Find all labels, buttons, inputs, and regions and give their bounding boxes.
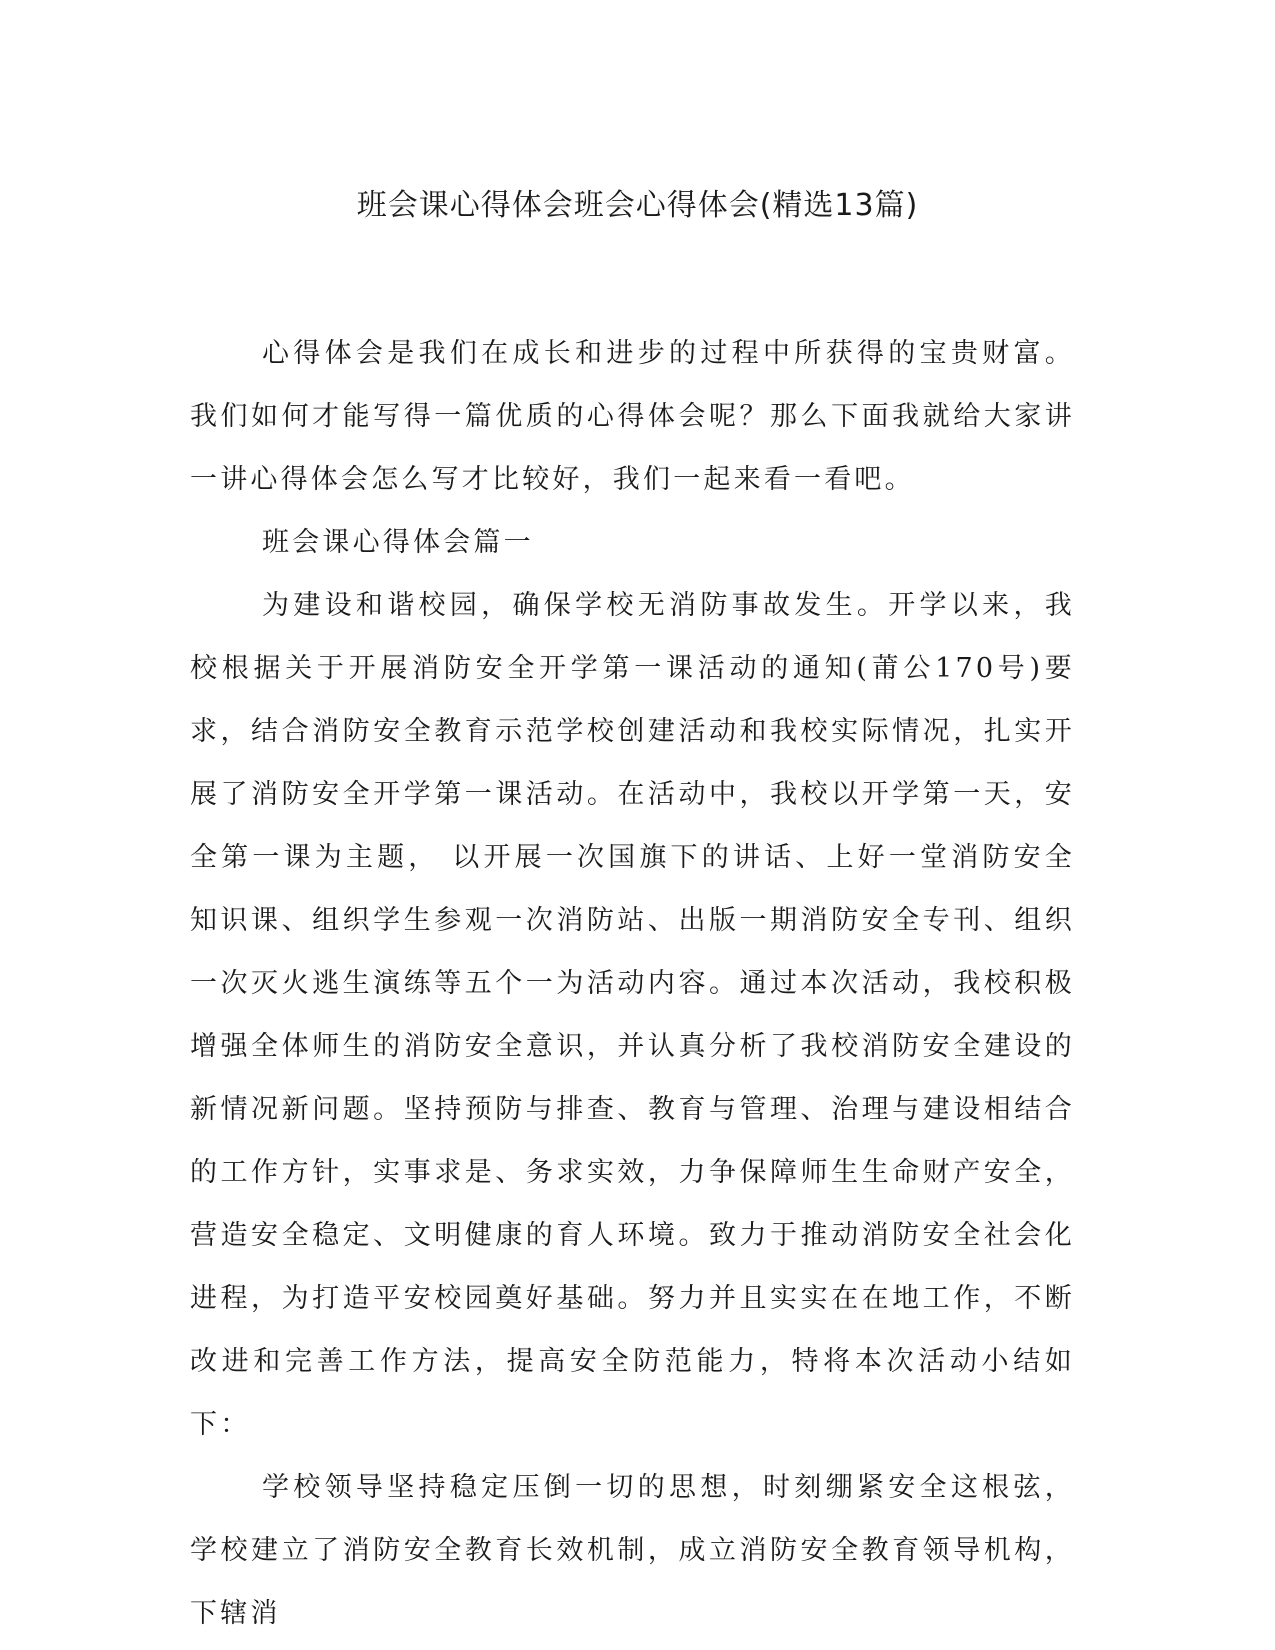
intro-paragraph: 心得体会是我们在成长和进步的过程中所获得的宝贵财富。我们如何才能写得一篇优质的心得体会呢？那么下面我就给大家讲一讲心得体会怎么写才比较好，我们一起来看一看吧。 [190, 338, 1075, 495]
body-paragraph-2: 学校领导坚持稳定压倒一切的思想，时刻绷紧安全这根弦，学校建立了消防安全教育长效机制，成立消防安全教育领导机构，下辖消 [190, 1472, 1075, 1629]
document-title: 班会课心得体会班会心得体会(精选13篇) [356, 188, 919, 223]
section-heading: 班会课心得体会篇一 [262, 527, 534, 558]
document-body [190, 322, 1075, 1645]
body-paragraph-1: 为建设和谐校园，确保学校无消防事故发生。开学以来，我校根据关于开展消防安全开学第一课活动的通知(莆公170号)要求，结合消防安全教育示范学校创建活动和我校实际情况，扎实开展了消防安全开学第一课活动。在活动中，我校以开学第一天，安全第一课为主题， 以开展一次国旗下的讲话、上好一堂消防安全知识课、组织学生参观一次消防站、出版一期消防安全专刊、组织一次灭火逃生演练等五个一为活动内容。通过本次活动，我校积极增强全体师生的消防安全意识，并认真分析了我校消防安全建设的新情况新问题。坚持预防与排查、教育与管理、治理与建设相结合的工作方针，实事求是、务求实效，力争保障师生生命财产安全，营造安全稳定、文明健康的育人环境。致力于推动消防安全社会化进程，为打造平安校园奠好基础。努力并且实实在在地工作，不断改进和完善工作方法，提高安全防范能力，特将本次活动小结如下： [190, 590, 1075, 1440]
